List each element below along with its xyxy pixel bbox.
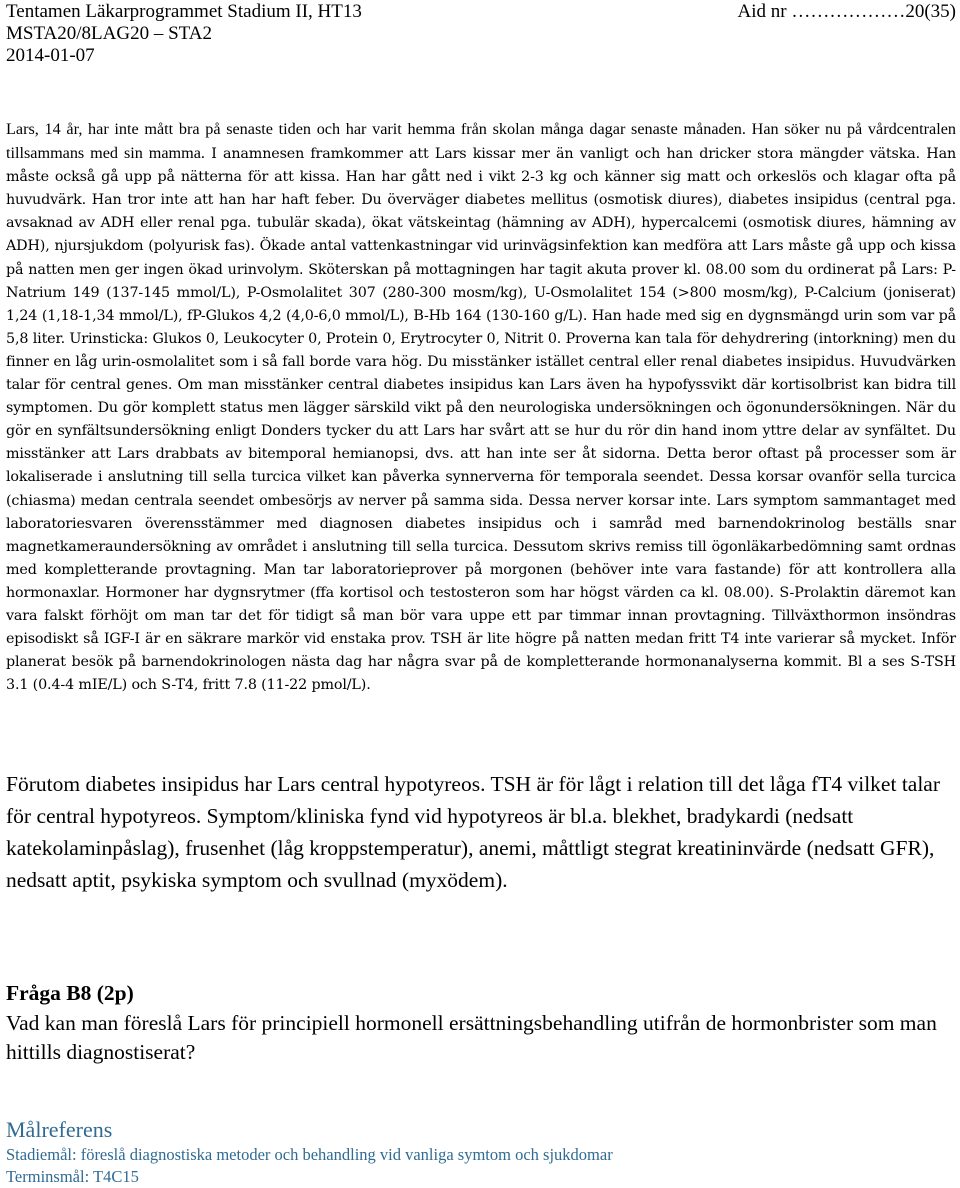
course-code: MSTA20/8LAG20 – STA2 bbox=[6, 23, 212, 44]
references-title: Målreferens bbox=[6, 1117, 113, 1142]
exam-date: 2014-01-07 bbox=[6, 45, 95, 66]
case-body: I anamnesen framkommer att Lars kissar mer än vanligt och han dricker stora mängder vätska. Han måste också gå upp på nätterna för att kissa. Han har gått ned i vikt 2-3 kg och känner sig matt och orkeslös och klagar ofta på huvudvärk. Han tror inte att han har haft feber. Du överväger diabetes mellitus (osmotisk diures), diabetes insipidus (central pga. avsaknad av ADH eller renal pga. tubulär skada), ökat vätskeintag (hämning av ADH), hypercalcemi (osmotisk diures, hämning av ADH), njursjukdom (polyurisk fas). Ökade antal vattenkastningar vid urinvägsinfektion kan medföra att Lars måste gå upp och kissa på natten men ger ingen ökad urinvolym. Sköterskan på mottagningen har tagit akuta prover kl. 08.00 som du ordinerat på Lars: P-Natrium 149 (137-145 mmol/L), P-Osmolalitet 307 (280-300 mosm/kg), U-Osmolalitet 154 (>800 mosm/kg), P-Calcium (joniserat) 1,24 (1,18-1,34 mmol/L), fP-Glukos 4,2 (4,0-6,0 mmol/L), B-Hb 164 (130-160 g/L). Han hade med sig en dygnsmängd urin som var på 5,8 liter. Urinsticka: Glukos 0, Leukocyter 0, Protein 0, Erytrocyter 0, Nitrit 0. Proverna kan tala för dehydrering (intorkning) men du finner en låg urin-osmolalitet som i så fall borde vara hög. Du misstänker istället central eller renal diabetes insipidus. Huvudvärken talar för central genes. Om man misstänker central diabetes insipidus kan Lars även ha hypofyssvikt där kortisolbrist kan bidra till symptomen. Du gör komplett status men lägger särskild vikt på den neurologiska undersökningen och ögonundersökningen. När du gör en synfältsundersökning enligt Donders tycker du att Lars har svårt att se hur du rör din hand inom yttre delar av synfältet. Du misstänker att Lars drabbats av bitemporal hemianopsi, dvs. att han inte ser åt sidorna. Detta beror oftast på processer som är lokaliserade i anslutning till sella turcica vilket kan påverka synnerverna för temporala seendet. Dessa korsar ovanför sella turcica (chiasma) medan centrala seendet ombesörjs av nerver på samma sida. Dessa nerver korsar inte. Lars symptom sammantaget med laboratoriesvaren överensstämmer med diagnosen diabetes insipidus och i samråd med barnendokrinolog beställs snar magnetkameraundersökning av området i anslutning till sella turcica. Dessutom skrivs remiss till ögonläkarbedömning samt ordnas med kompletterande provtagning. Man tar laboratorieprover på morgonen (behöver inte vara fastande) för att kontrollera alla hormonaxlar. Hormoner har dygnsrytmer (ffa kortisol och testosteron som har högst värden ca kl. 08.00). S-Prolaktin däremot kan vara falskt förhöjt om man tar det för tidigt så man bör vara uppe ett par timmar innan provtagning. Tillväxthormon insöndras episodiskt så IGF-I är en säkrare markör vid enstaka prov. TSH är lite högre på natten medan fritt T4 inte varierar så mycket. Inför planerat besök på barnendokrinologen nästa dag har några svar på de kompletterande hormonanalyserna kommit. Bl a ses S-TSH 3.1 (0.4-4 mIE/L) och S-T4, fritt 7.8 (11-22 pmol/L). bbox=[6, 146, 957, 694]
question-title: Fråga B8 (2p) bbox=[6, 981, 134, 1005]
target-references bbox=[6, 1116, 613, 1188]
aid-number: Aid nr ………………20(35) bbox=[737, 1, 956, 22]
exam-title: Tentamen Läkarprogrammet Stadium II, HT13 bbox=[6, 1, 362, 22]
answer-text: Förutom diabetes insipidus har Lars central hypotyreos. TSH är för lågt i relation till det låga fT4 vilket talar för central hypotyreos. Symptom/kliniska fynd vid hypotyreos är bl.a. blekhet, bradykardi (nedsatt katekolaminpåslag), frusenhet (låg kroppstemperatur), anemi, måttligt stegrat kreatininvärde (nedsatt GFR), nedsatt aptit, psykiska symptom och svullnad (myxödem). bbox=[6, 772, 941, 892]
stadiemal-line: Stadiemål: föreslå diagnostiska metoder och behandling vid vanliga symtom och sjukdomar bbox=[6, 1145, 613, 1164]
exam-page bbox=[6, 0, 957, 1186]
case-intro: Lars, 14 år, har inte mått bra på senaste tiden och har varit hemma från skolan många dagar senaste månaden. Han söker nu på vårdcentralen tillsammans med sin mamma. bbox=[6, 120, 956, 163]
page-header bbox=[6, 0, 956, 67]
question-text: Vad kan man föreslå Lars för principiell hormonell ersättningsbehandling utifrån de hormonbrister som man hittills diagnostiserat? bbox=[6, 1011, 937, 1064]
case-description bbox=[6, 118, 956, 697]
terminsmal-line: Terminsmål: T4C15 bbox=[6, 1167, 139, 1186]
